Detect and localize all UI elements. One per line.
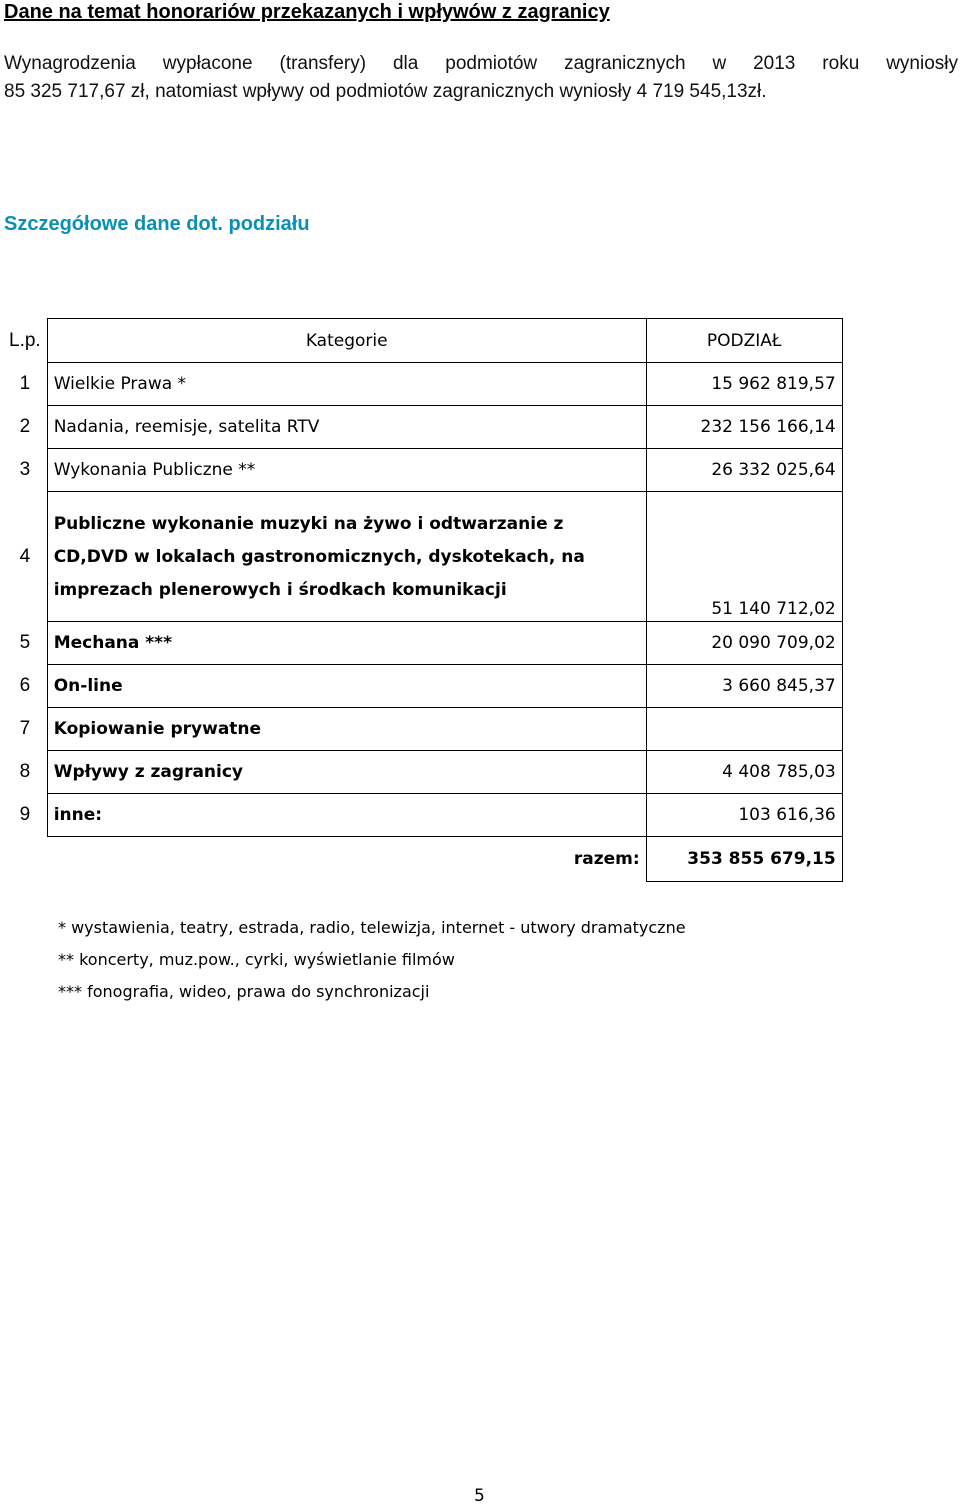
- row-amount: 51 140 712,02: [646, 492, 842, 622]
- table-row: [3, 449, 842, 492]
- row-number: 9: [19, 804, 31, 825]
- intro-paragraph: [4, 50, 958, 106]
- footnotes: [58, 912, 686, 1008]
- row-category: On-line: [47, 665, 646, 708]
- footnote: * wystawienia, teatry, estrada, radio, telewizja, internet - utwory dramatyczne: [58, 918, 686, 937]
- total-spacer: [3, 837, 47, 882]
- row-category: Wielkie Prawa *: [47, 363, 646, 406]
- row-number: 4: [19, 545, 31, 567]
- table-header-row: [3, 319, 842, 363]
- row-category: Wykonania Publiczne **: [47, 449, 646, 492]
- row-category: Kopiowanie prywatne: [47, 708, 646, 751]
- row-amount: [646, 708, 842, 751]
- table-row: [3, 363, 842, 406]
- row-category: Wpływy z zagranicy: [47, 751, 646, 794]
- header-category: Kategorie: [47, 319, 646, 363]
- page-number: 5: [474, 1486, 485, 1506]
- footnote: ** koncerty, muz.pow., cyrki, wyświetlanie filmów: [58, 950, 455, 969]
- row-amount: 3 660 845,37: [646, 665, 842, 708]
- table-row: [3, 492, 842, 622]
- row-category: Publiczne wykonanie muzyki na żywo i odtwarzanie z CD,DVD w lokalach gastronomicznych, dyskotekach, na imprezach plenerowych i środkach komunikacji: [47, 492, 646, 622]
- table-row: [3, 751, 842, 794]
- row-amount: 232 156 166,14: [646, 406, 842, 449]
- row-number: 3: [19, 459, 31, 480]
- table-row: [3, 708, 842, 751]
- footnote: *** fonografia, wideo, prawa do synchronizacji: [58, 982, 430, 1001]
- row-amount: 4 408 785,03: [646, 751, 842, 794]
- row-amount: 15 962 819,57: [646, 363, 842, 406]
- total-label: razem:: [573, 849, 640, 870]
- document-heading: Dane na temat honorariów przekazanych i wpływów z zagranicy: [4, 1, 610, 23]
- total-value: 353 855 679,15: [646, 837, 842, 882]
- row-category: Mechana ***: [47, 622, 646, 665]
- header-lp: L.p.: [9, 329, 41, 351]
- table-total-row: [3, 837, 842, 882]
- intro-line-2: 85 325 717,67 zł, natomiast wpływy od podmiotów zagranicznych wyniosły 4 719 545,13zł.: [4, 81, 767, 102]
- table-row: [3, 622, 842, 665]
- row-number: 5: [19, 632, 31, 653]
- table-row: [3, 665, 842, 708]
- table-row: [3, 406, 842, 449]
- row-number: 6: [19, 675, 31, 696]
- intro-line-1: Wynagrodzenia wypłacone (transfery) dla podmiotów zagranicznych w 2013 roku wyniosły: [4, 53, 958, 74]
- row-amount: 26 332 025,64: [646, 449, 842, 492]
- row-number: 7: [19, 718, 31, 739]
- details-subheading: Szczegółowe dane dot. podziału: [4, 213, 310, 235]
- row-amount: 103 616,36: [646, 794, 842, 837]
- row-number: 1: [19, 373, 31, 394]
- header-amount: PODZIAŁ: [646, 319, 842, 363]
- row-amount: 20 090 709,02: [646, 622, 842, 665]
- royalties-table: [3, 318, 843, 882]
- row-category: inne:: [47, 794, 646, 837]
- row-category: Nadania, reemisje, satelita RTV: [47, 406, 646, 449]
- table-row: [3, 794, 842, 837]
- row-number: 2: [19, 416, 31, 437]
- row-number: 8: [19, 761, 31, 782]
